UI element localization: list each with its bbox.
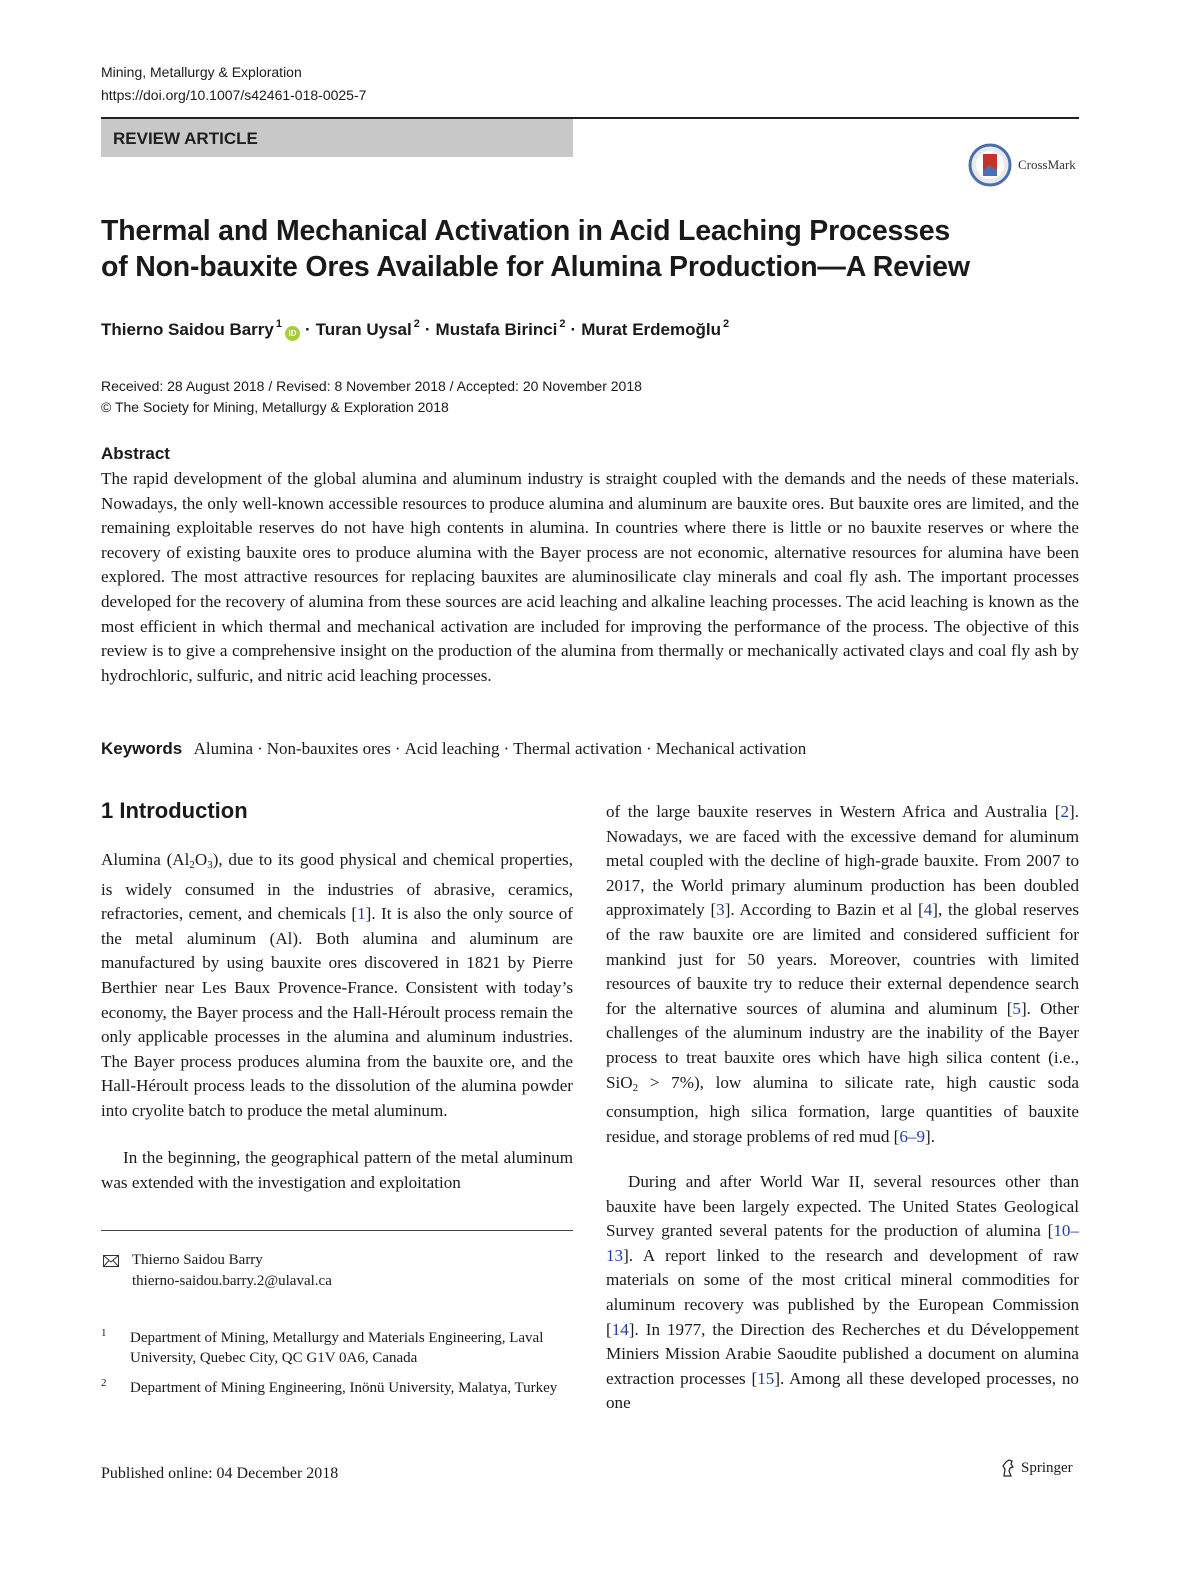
citation-link[interactable]: 10–13 [606, 1221, 1079, 1265]
author-affiliation-marker: 1 [275, 318, 282, 330]
citation-link[interactable]: 14 [611, 1319, 629, 1339]
envelope-icon [103, 1255, 119, 1267]
affiliation-number: 2 [101, 1377, 107, 1389]
author-affiliation-marker: 2 [722, 318, 730, 330]
abstract-heading: Abstract [101, 444, 170, 463]
crossmark-badge[interactable] [968, 143, 1076, 187]
crossmark-icon [968, 143, 1012, 187]
keywords-line [101, 739, 1079, 759]
article-dates: Received: 28 August 2018 / Revised: 8 November 2018 / Accepted: 20 November 2018 [101, 378, 642, 394]
published-date: Published online: 04 December 2018 [101, 1465, 339, 1482]
citation-link[interactable]: 2 [1060, 802, 1070, 821]
journal-name: Mining, Metallurgy & Exploration [101, 64, 302, 80]
publisher-name: Springer [1021, 1459, 1073, 1476]
keyword: Thermal activation [513, 739, 643, 758]
copyright-notice: © The Society for Mining, Metallurgy & Exploration 2018 [101, 399, 449, 415]
intro-paragraph-4: During and after World War II, several resources other than bauxite have been largely expected. The United States Geological Survey granted several patents for the production of alumina [10–13]. A report linked to the research and development of raw materials on some of the most critical mineral commodities for aluminum recovery was published by the European Commission [14]. In 1977, the Direction des Recherches et du Développement Miniers Mission Arabie Saoudite published a document on alumina extraction processes [15]. Among all these developed processes, no one [606, 1172, 1079, 1413]
article-type-band [101, 119, 573, 157]
publisher-logo [1000, 1459, 1073, 1477]
author-separator: · [570, 320, 577, 339]
citation-link[interactable]: 4 [923, 900, 933, 920]
footnote-rule [101, 1230, 573, 1231]
article-type: REVIEW ARTICLE [113, 129, 258, 148]
keyword: Alumina [193, 739, 254, 758]
author-name[interactable]: Thierno Saidou Barry [101, 320, 274, 339]
intro-paragraph-3: of the large bauxite reserves in Western Africa and Australia [2]. Nowadays, we are faced with the excessive demand for aluminum metal coupled with the decline of high-grade bauxite. From 2007 to 2017, the World primary aluminum production has been doubled approximately [3]. According to Bazin et al [4], the global reserves of the raw bauxite ore are limited and considered sufficient for mankind just for 50 years. Moreover, countries with limited resources of bauxite try to reduce their external dependence search for the alternative sources of alumina and aluminum [5]. Other challenges of the aluminum industry are the inability of the Bayer process to treat bauxite ores which have high silica content (i.e., SiO$_2$ > 7%), low alumina to silicate rate, high caustic soda consumption, high silica formation, large quantities of bauxite residue, and storage problems of red mud [6–9]. [606, 802, 1079, 1146]
author-affiliation-marker: 2 [413, 318, 420, 330]
springer-horse-icon [1000, 1459, 1016, 1477]
orcid-icon[interactable]: iD [285, 326, 300, 341]
article-title [101, 213, 1001, 285]
keyword-separator: · [257, 739, 263, 758]
intro-paragraph-2: In the beginning, the geographical pattern of the metal aluminum was extended with the investigation and exploitation [101, 1148, 573, 1192]
author-name[interactable]: Mustafa Birinci [435, 320, 558, 339]
corresponding-author-name: Thierno Saidou Barry [132, 1252, 263, 1268]
abstract-text: The rapid development of the global alumina and aluminum industry is straight coupled with the demands and the needs of these materials. Nowadays, the only well-known accessible resources to produce alumina and aluminum are bauxite ores. But bauxite ores are limited, and the remaining exploitable reserves do not have high contents in alumina. In countries where there is little or no bauxite reserves or where the recovery of existing bauxite ores to produce alumina with the Bayer process are not economic, alternative resources for alumina have been explored. The most attractive resources for replacing bauxites are aluminosilicate clay minerals and coal fly ash. The important processes developed for the recovery of alumina from these sources are acid leaching and alkaline leaching processes. The acid leaching is known as the most efficient in which thermal and mechanical activation are included for improving the performance of the process. The objective of this review is to give a comprehensive insight on the production of the alumina from thermally or mechanically activated clays and coal fly ash by hydrochloric, sulfuric, and nitric acid leaching processes. [101, 469, 1079, 685]
author-separator: · [305, 320, 311, 339]
affiliation-2: Department of Mining Engineering, Inönü University, Malatya, Turkey [130, 1380, 558, 1396]
section-heading-introduction: 1 Introduction [101, 798, 248, 823]
affiliation-number: 1 [101, 1327, 107, 1339]
keywords-label: Keywords [101, 739, 183, 758]
intro-paragraph-1: Alumina $(Al_2O_3)$, due to its good physical and chemical properties, is widely consumed in the industries of abrasive, ceramics, refractories, cement, and chemicals [1]. It is also the only source of the metal aluminum (Al). Both alumina and aluminum are manufactured by using bauxite ores discovered in 1821 by Pierre Berthier near Les Baux Provence-France. Consistent with today’s economy, the Bayer process and the Hall-Héroult process remain the only applicable processes in the alumina and aluminum industries. The Bayer process produces alumina from the bauxite ore, and the Hall-Héroult process leads to the dissolution of the alumina powder into cryolite batch to produce the metal aluminum. [101, 850, 573, 1120]
author-name[interactable]: Murat Erdemoğlu [581, 320, 721, 339]
keyword: Acid leaching [404, 739, 500, 758]
doi-link[interactable]: https://doi.org/10.1007/s42461-018-0025-7 [101, 87, 367, 103]
keyword-separator: · [646, 739, 652, 758]
author-list [101, 318, 729, 341]
keyword: Non-bauxites ores [266, 739, 391, 758]
title-line-1: Thermal and Mechanical Activation in Acid Leaching Processes [101, 215, 951, 247]
citation-link[interactable]: 6–9 [899, 1126, 925, 1146]
affiliation-1: Department of Mining, Metallurgy and Materials Engineering, Laval University, Quebec City, QC G1V 0A6, Canada [130, 1330, 544, 1366]
crossmark-label: CrossMark [1018, 157, 1076, 172]
citation-link[interactable]: 1 [357, 904, 366, 924]
citation-link[interactable]: 5 [1012, 998, 1021, 1018]
corresponding-author-email[interactable]: thierno-saidou.barry.2@ulaval.ca [132, 1273, 332, 1289]
keyword: Mechanical activation [655, 739, 807, 758]
keyword-separator: · [394, 739, 401, 758]
author-separator: · [424, 320, 431, 339]
citation-link[interactable]: 15 [757, 1368, 775, 1388]
keyword-separator: · [503, 739, 510, 758]
author-affiliation-marker: 2 [559, 318, 566, 330]
author-name[interactable]: Turan Uysal [315, 320, 412, 339]
title-line-2: of Non-bauxite Ores Available for Alumina Production—A Review [101, 251, 970, 283]
citation-link[interactable]: 3 [716, 900, 725, 920]
